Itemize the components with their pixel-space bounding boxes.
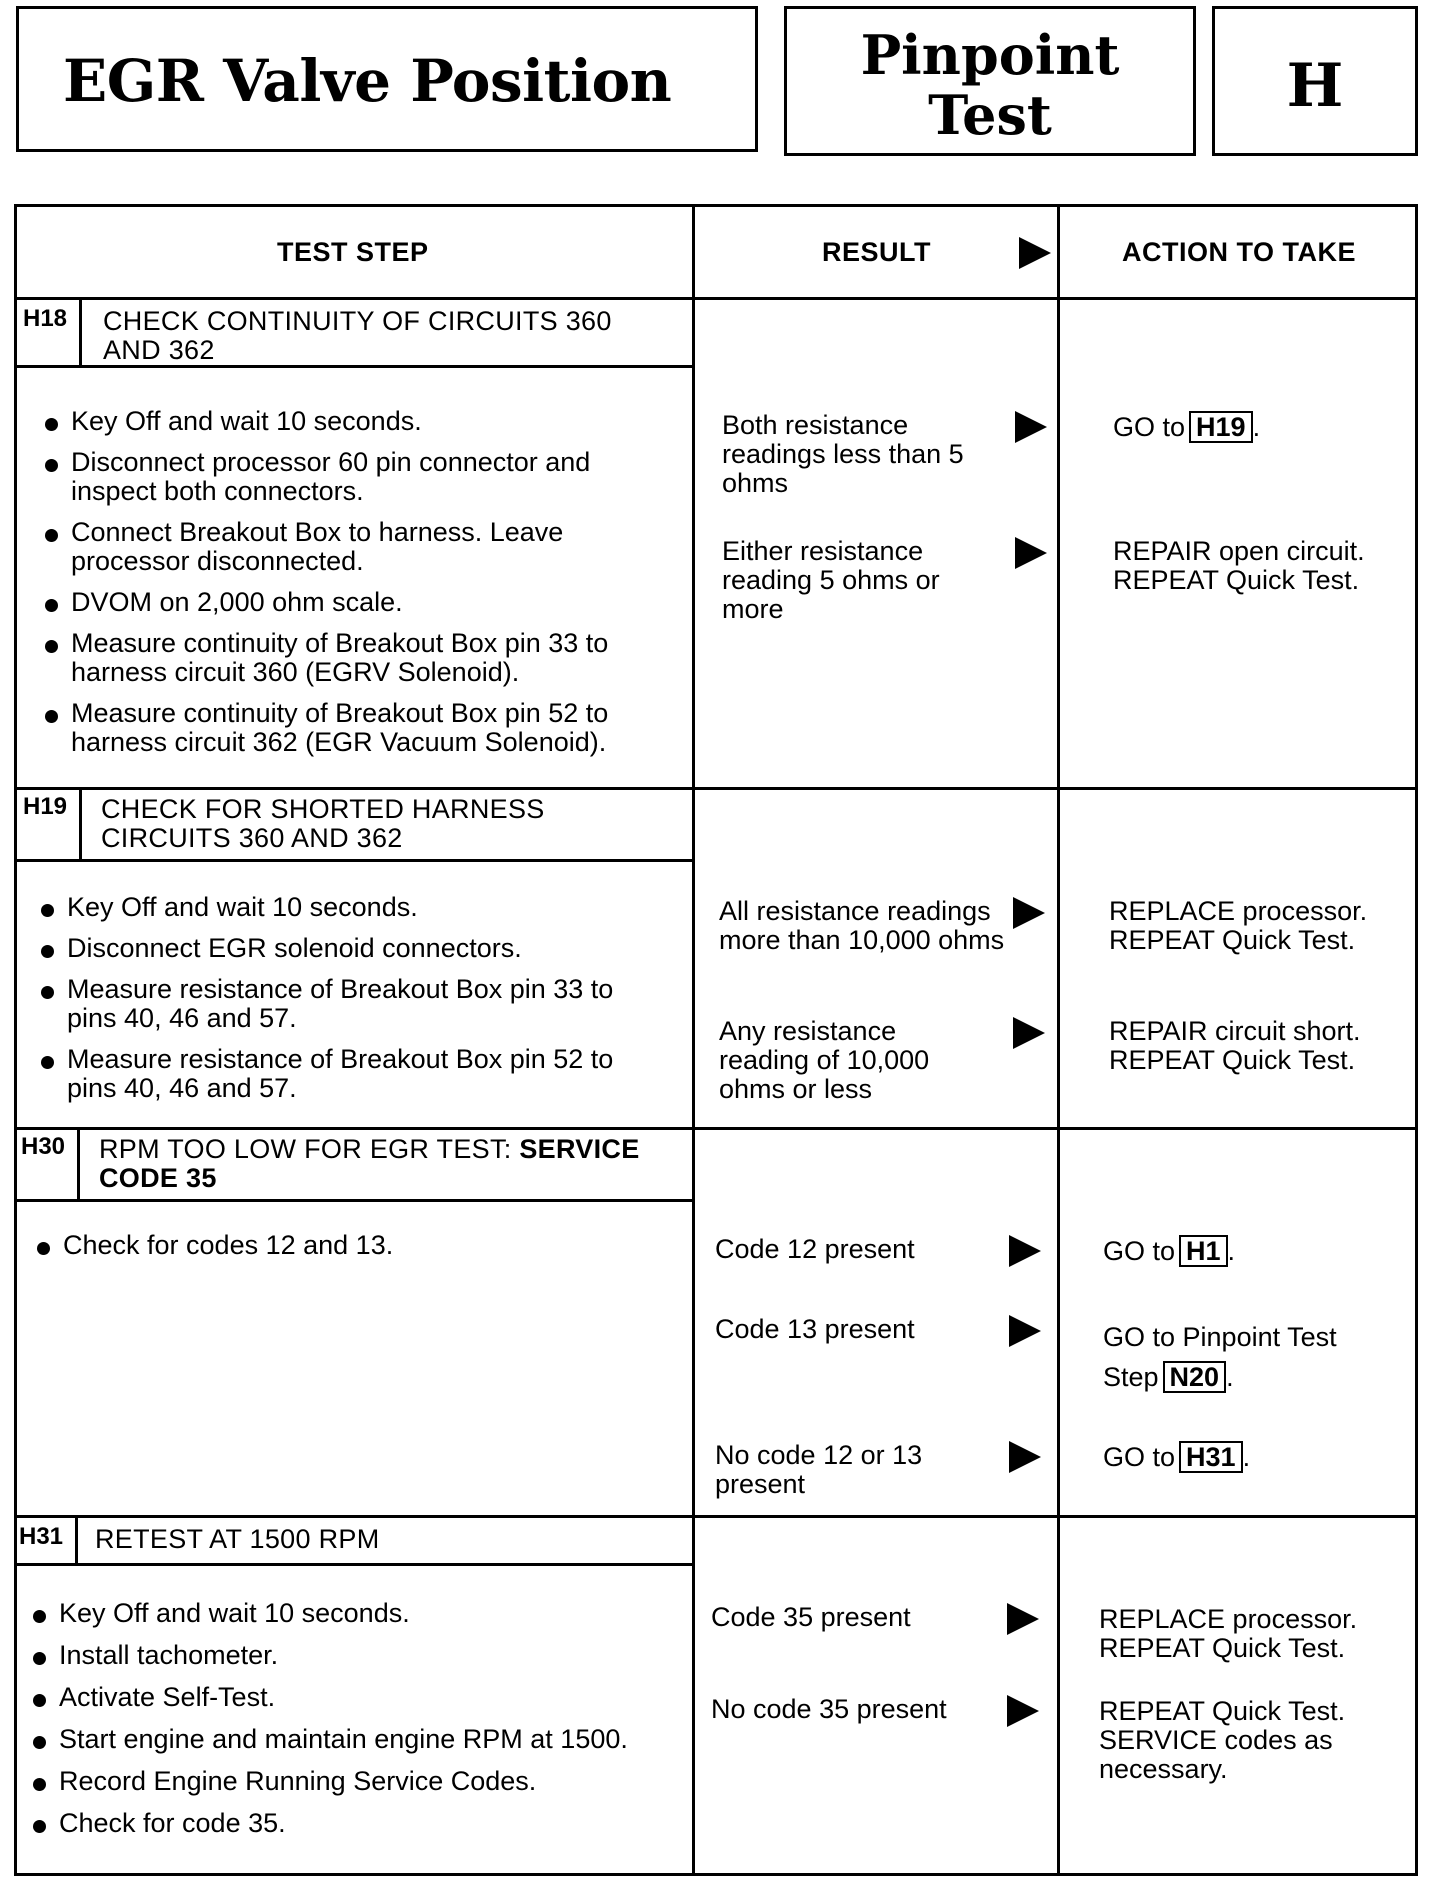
list-item: Measure resistance of Breakout Box pin 33 to pins 40, 46 and 57. <box>39 975 659 1033</box>
action-suffix: . <box>1252 412 1261 442</box>
test-letter-box <box>1212 6 1418 156</box>
step-title-text: RPM TOO LOW FOR EGR TEST: <box>99 1134 520 1164</box>
col-header-action: ACTION TO TAKE <box>1122 237 1356 267</box>
pinpoint-table <box>14 204 1418 1876</box>
step-title-line: AND 362 <box>103 335 215 365</box>
result-text: No code 35 present <box>711 1694 947 1724</box>
action-label: GO to Pinpoint Test Step <box>1103 1322 1337 1392</box>
step-id-divider <box>75 1517 78 1563</box>
action-suffix: . <box>1242 1442 1251 1472</box>
step-id: H19 <box>23 793 68 820</box>
action-text: REPLACE processor. REPEAT Quick Test. <box>1099 1604 1358 1663</box>
action-text <box>1113 411 1393 443</box>
list-item: Measure continuity of Breakout Box pin 52 to harness circuit 362 (EGR Vacuum Solenoid). <box>43 699 663 757</box>
list-item: Start engine and maintain engine RPM at 1500. <box>31 1725 671 1754</box>
step-divider <box>17 1515 1415 1518</box>
result-text: All resistance readings more than 10,000 ohms <box>719 896 1005 955</box>
list-item: Install tachometer. <box>31 1641 671 1670</box>
list-item: DVOM on 2,000 ohm scale. <box>43 588 663 617</box>
arrow-icon <box>1013 1017 1045 1049</box>
title-box <box>16 6 758 152</box>
step-instructions <box>31 1599 671 1838</box>
step-id: H31 <box>19 1523 64 1550</box>
step-reference: H19 <box>1189 411 1253 443</box>
action-text: REPAIR circuit short. REPEAT Quick Test. <box>1109 1016 1361 1075</box>
col-header-result: RESULT <box>822 237 931 267</box>
action-text: REPLACE processor. REPEAT Quick Test. <box>1109 896 1368 955</box>
step-reference: H1 <box>1179 1235 1228 1267</box>
step-title-emphasis: SERVICE <box>519 1134 640 1164</box>
step-title <box>99 1135 640 1193</box>
arrow-icon <box>1019 237 1051 269</box>
column-divider-1 <box>692 207 695 1873</box>
step-title <box>95 1525 380 1554</box>
list-item: Measure continuity of Breakout Box pin 33 to harness circuit 360 (EGRV Solenoid). <box>43 629 663 687</box>
action-label: GO to <box>1113 412 1186 442</box>
step-divider <box>17 787 1415 790</box>
action-label: GO to <box>1103 1442 1176 1472</box>
result-text: Both resistance readings less than 5 ohms <box>722 410 964 498</box>
step-divider <box>17 1127 1415 1130</box>
result-text: Code 35 present <box>711 1602 911 1632</box>
result-text: No code 12 or 13 present <box>715 1440 923 1499</box>
step-title-divider <box>17 859 692 862</box>
action-text <box>1103 1441 1403 1473</box>
test-label: Test <box>928 83 1052 147</box>
arrow-icon <box>1009 1235 1041 1267</box>
step-title-line: RETEST AT 1500 RPM <box>95 1524 380 1554</box>
page-title: EGR Valve Position <box>63 47 672 115</box>
step-title-divider <box>17 365 692 368</box>
arrow-icon <box>1015 537 1047 569</box>
result-text: Code 13 present <box>715 1314 915 1344</box>
step-title-line: CHECK CONTINUITY OF CIRCUITS 360 <box>103 306 612 336</box>
step-instructions <box>43 407 663 757</box>
result-text: Any resistance reading of 10,000 ohms or less <box>719 1016 930 1104</box>
step-id: H18 <box>23 305 68 332</box>
list-item: Disconnect EGR solenoid connectors. <box>39 934 659 963</box>
step-title-emphasis: CODE 35 <box>99 1163 217 1193</box>
step-reference: N20 <box>1163 1361 1227 1393</box>
test-letter: H <box>1286 51 1344 121</box>
arrow-icon <box>1009 1441 1041 1473</box>
step-id-divider <box>77 1129 80 1199</box>
list-item: Disconnect processor 60 pin connector and inspect both connectors. <box>43 448 663 506</box>
list-item: Connect Breakout Box to harness. Leave processor disconnected. <box>43 518 663 576</box>
step-title <box>101 795 545 853</box>
list-item: Record Engine Running Service Codes. <box>31 1767 671 1796</box>
list-item: Key Off and wait 10 seconds. <box>39 893 659 922</box>
list-item: Measure resistance of Breakout Box pin 52 to pins 40, 46 and 57. <box>39 1045 659 1103</box>
list-item: Check for codes 12 and 13. <box>35 1231 655 1260</box>
result-text: Either resistance reading 5 ohms or more <box>722 536 940 624</box>
action-suffix: . <box>1226 1362 1234 1392</box>
list-item: Key Off and wait 10 seconds. <box>43 407 663 436</box>
step-title-divider <box>17 1563 692 1566</box>
step-title-line: CHECK FOR SHORTED HARNESS <box>101 794 545 824</box>
step-title <box>103 307 612 365</box>
step-id-divider <box>79 299 82 365</box>
action-suffix: . <box>1227 1236 1236 1266</box>
arrow-icon <box>1013 897 1045 929</box>
action-label: GO to <box>1103 1236 1176 1266</box>
list-item: Activate Self-Test. <box>31 1683 671 1712</box>
result-text: Code 12 present <box>715 1234 915 1264</box>
step-instructions <box>39 893 659 1103</box>
pinpoint-test-box <box>784 6 1196 156</box>
list-item: Check for code 35. <box>31 1809 671 1838</box>
col-header-test-step: TEST STEP <box>277 237 429 267</box>
arrow-icon <box>1007 1603 1039 1635</box>
step-id: H30 <box>21 1133 66 1160</box>
step-reference: H31 <box>1179 1441 1243 1473</box>
step-title-divider <box>17 1199 692 1202</box>
step-instructions <box>35 1231 655 1260</box>
action-text <box>1103 1317 1383 1397</box>
action-text: REPAIR open circuit. REPEAT Quick Test. <box>1113 536 1365 595</box>
step-title-line: CIRCUITS 360 AND 362 <box>101 823 403 853</box>
arrow-icon <box>1007 1695 1039 1727</box>
step-id-divider <box>79 789 82 859</box>
action-text: REPEAT Quick Test. SERVICE codes as necessary. <box>1099 1696 1346 1784</box>
arrow-icon <box>1015 411 1047 443</box>
pinpoint-label: Pinpoint <box>860 23 1120 87</box>
header-divider <box>17 297 1415 300</box>
action-text <box>1103 1235 1403 1267</box>
list-item: Key Off and wait 10 seconds. <box>31 1599 671 1628</box>
column-divider-2 <box>1057 207 1060 1873</box>
arrow-icon <box>1009 1315 1041 1347</box>
